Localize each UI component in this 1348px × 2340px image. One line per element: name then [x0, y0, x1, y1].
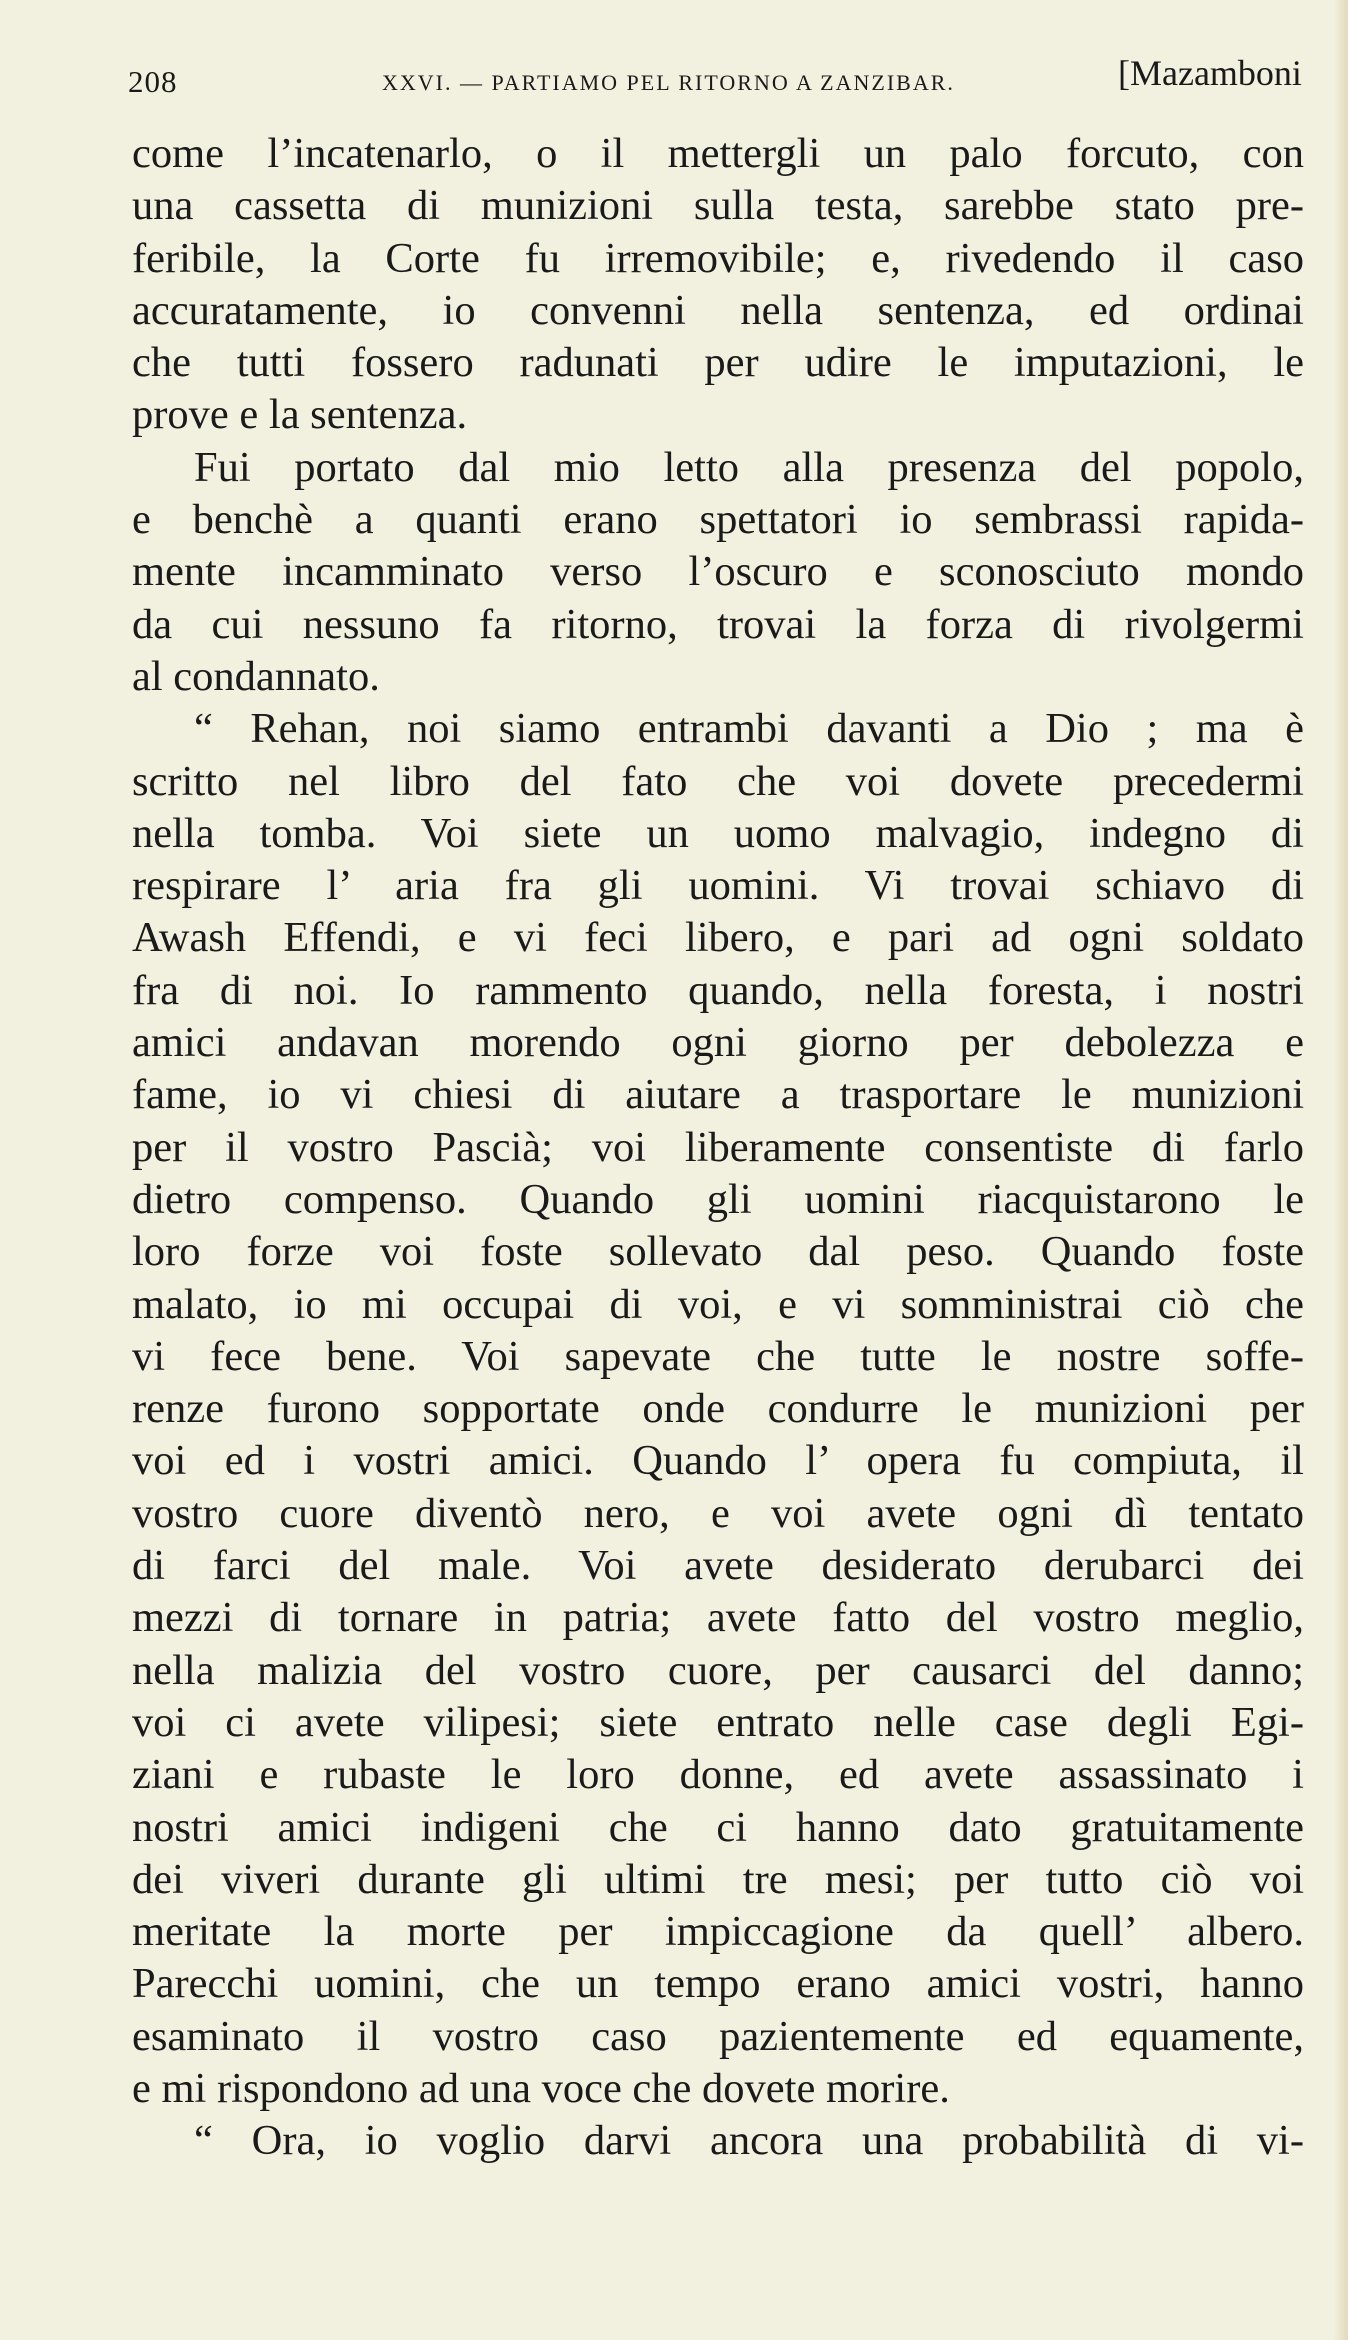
author-bracket: [Mazamboni: [1118, 53, 1302, 93]
page-edge-shadow: [1334, 0, 1348, 2340]
text-line: dietro compenso. Quando gli uomini riacquistarono le: [132, 1175, 1304, 1223]
text-line: “ Ora, io voglio darvi ancora una probabilità di vi-: [194, 2117, 1304, 2165]
text-line: scritto nel libro del fato che voi dovete precedermi: [132, 757, 1304, 805]
text-line: accuratamente, io convenni nella sentenza, ed ordinai: [132, 286, 1304, 334]
text-line: feribile, la Corte fu irremovibile; e, rivedendo il caso: [132, 234, 1304, 282]
text-line: Parecchi uomini, che un tempo erano amici vostri, hanno: [132, 1960, 1304, 2008]
running-title: XXVI. — PARTIAMO PEL RITORNO A ZANZIBAR.: [382, 70, 955, 95]
text-line: che tutti fossero radunati per udire le imputazioni, le: [132, 339, 1304, 387]
text-line: per il vostro Pascià; voi liberamente consentiste di farlo: [132, 1123, 1304, 1171]
text-line: renze furono sopportate onde condurre le munizioni per: [132, 1385, 1304, 1433]
text-line: fame, io vi chiesi di aiutare a trasportare le munizioni: [132, 1071, 1304, 1119]
text-line: mezzi di tornare in patria; avete fatto del vostro meglio,: [132, 1594, 1304, 1642]
text-line: e benchè a quanti erano spettatori io sembrassi rapida-: [132, 496, 1304, 544]
text-line: malato, io mi occupai di voi, e vi somministrai ciò che: [132, 1280, 1304, 1328]
text-line: fra di noi. Io rammento quando, nella foresta, i nostri: [132, 966, 1304, 1014]
text-line: mente incamminato verso l’oscuro e sconosciuto mondo: [132, 548, 1304, 596]
text-line: respirare l’ aria fra gli uomini. Vi trovai schiavo di: [132, 862, 1304, 910]
text-line: di farci del male. Voi avete desiderato derubarci dei: [132, 1542, 1304, 1590]
text-line: vostro cuore diventò nero, e voi avete ogni dì tentato: [132, 1489, 1304, 1537]
body-text: [132, 128, 1304, 2168]
text-line: esaminato il vostro caso pazientemente ed equamente,: [132, 2012, 1304, 2060]
text-line: voi ed i vostri amici. Quando l’ opera fu compiuta, il: [132, 1437, 1304, 1485]
text-line: Awash Effendi, e vi feci libero, e pari ad ogni soldato: [132, 914, 1304, 962]
page-number: 208: [128, 64, 178, 99]
text-line: nostri amici indigeni che ci hanno dato gratuitamente: [132, 1803, 1304, 1851]
text-line: vi fece bene. Voi sapevate che tutte le nostre soffe-: [132, 1332, 1304, 1380]
text-line: al condannato.: [132, 652, 380, 700]
text-line: prove e la sentenza.: [132, 391, 468, 439]
text-line: e mi rispondono ad una voce che dovete morire.: [132, 2064, 950, 2112]
text-line: amici andavan morendo ogni giorno per debolezza e: [132, 1019, 1304, 1067]
text-line: loro forze voi foste sollevato dal peso. Quando foste: [132, 1228, 1304, 1276]
text-line: da cui nessuno fa ritorno, trovai la forza di rivolgermi: [132, 600, 1304, 648]
text-line: nella tomba. Voi siete un uomo malvagio, indegno di: [132, 809, 1304, 857]
text-line: una cassetta di munizioni sulla testa, sarebbe stato pre-: [132, 182, 1304, 230]
page-header: [128, 48, 1308, 108]
text-line: Fui portato dal mio letto alla presenza del popolo,: [194, 443, 1304, 491]
text-line: dei viveri durante gli ultimi tre mesi; per tutto ciò voi: [132, 1855, 1304, 1903]
text-line: nella malizia del vostro cuore, per causarci del danno;: [132, 1646, 1304, 1694]
text-line: ziani e rubaste le loro donne, ed avete assassinato i: [132, 1751, 1304, 1799]
text-line: come l’incatenarlo, o il mettergli un palo forcuto, con: [132, 130, 1304, 177]
text-line: meritate la morte per impiccagione da quell’ albero.: [132, 1908, 1304, 1956]
text-line: voi ci avete vilipesi; siete entrato nelle case degli Egi-: [132, 1698, 1304, 1746]
text-line: “ Rehan, noi siamo entrambi davanti a Dio ; ma è: [194, 705, 1304, 753]
